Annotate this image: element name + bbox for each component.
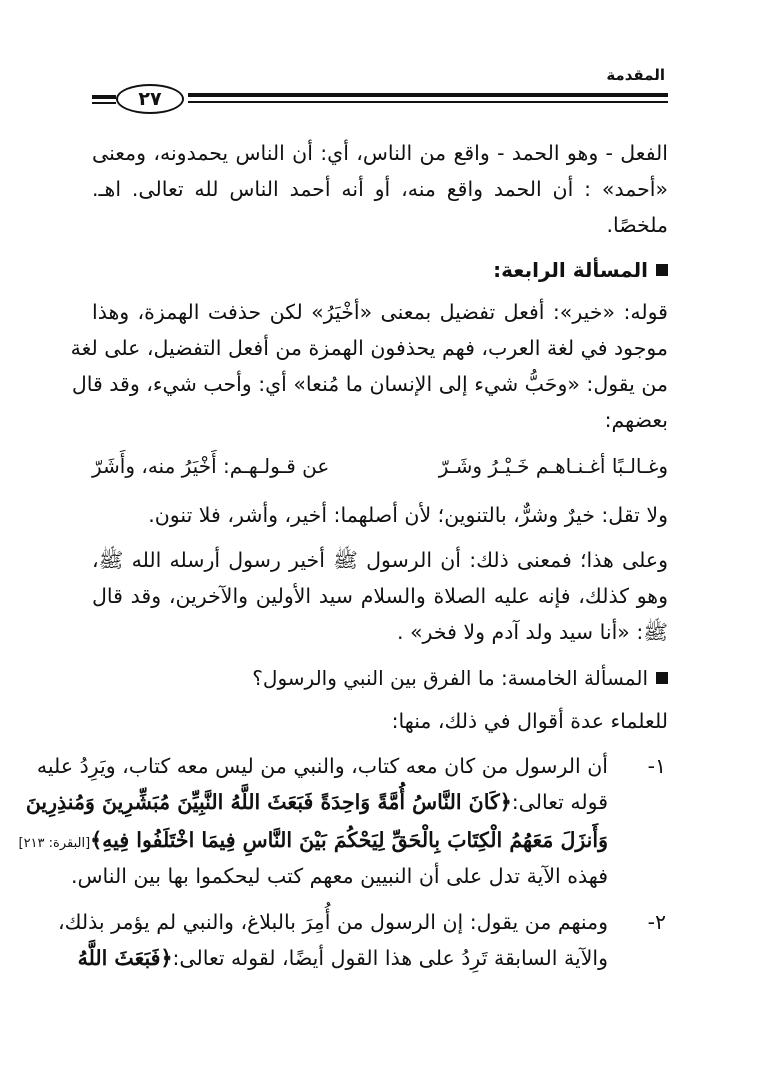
list-number: ٢- — [647, 910, 666, 934]
section-heading-5 — [252, 666, 668, 690]
quote-intro: قوله تعالى: — [511, 790, 608, 814]
paragraph-line: وهو كذلك، فإنه عليه الصلاة والسلام سيد الأولين والآخرين، وقد قال — [92, 584, 668, 608]
list-item-line: أن الرسول من كان معه كتاب، والنبي من ليس معه كتاب، ويَرِدُ عليه — [36, 754, 608, 778]
header-rule-left-thin — [92, 102, 116, 104]
running-header-title: المقدمة — [606, 66, 665, 84]
list-item-line — [18, 828, 608, 853]
list-item-line — [25, 790, 608, 815]
verse-hemistich-right: وغـالـبًا أغـنـاهـم خَـيْـرُ وشَـرّ — [438, 454, 668, 478]
quote-intro: والآية السابقة تَرِدُ على هذا القول أيضًا، لقوله تعالى: — [172, 946, 608, 970]
paragraph-line: قوله: «خير»: أفعل تفضيل بمعنى «أخْيَرُ» لكن حذفت الهمزة، وهذا — [92, 300, 668, 324]
header-rule-left — [92, 95, 116, 99]
paragraph-line: موجود في لغة العرب، فهم يحذفون الهمزة من أفعل التفضيل، على لغة — [70, 336, 668, 360]
page-number: ٢٧ — [116, 84, 184, 114]
list-item-line — [77, 946, 608, 971]
paragraph-line: من يقول: «وحَبُّ شيء إلى الإنسان ما مُنعا» أي: وأحب شيء، وقد قال — [71, 372, 668, 396]
paragraph-line: ولا تقل: خيرٌ وشرٌّ، بالتنوين؛ لأن أصلهما: أخير، وأشر، فلا تنون. — [148, 503, 668, 527]
paragraph-line: بعضهم: — [604, 408, 668, 432]
quran-verse-text: ﴿فَبَعَثَ اللَّهُ — [77, 946, 173, 970]
square-bullet-icon — [656, 264, 668, 276]
section-heading-text: المسألة الرابعة: — [493, 258, 648, 282]
paragraph-line: ﷺ: «أنا سيد ولد آدم ولا فخر» . — [396, 620, 668, 644]
verse-reference: [البقرة: ٢١٣] — [18, 836, 91, 851]
section-heading-4 — [493, 258, 668, 282]
section-heading-text: المسألة الخامسة: ما الفرق بين النبي والرسول؟ — [252, 666, 648, 690]
paragraph-line: الفعل - وهو الحمد - واقع من الناس، أي: أن الناس يحمدونه، ومعنى — [92, 141, 668, 165]
quran-verse-text: ﴿كَانَ النَّاسُ أُمَّةً وَاحِدَةً فَبَعَثَ اللَّهُ النَّبِيِّنَ مُبَشِّرِينَ وَمُنذِرِينَ — [25, 790, 512, 814]
header-rule — [188, 93, 668, 97]
paragraph-line: للعلماء عدة أقوال في ذلك، منها: — [391, 709, 668, 733]
list-number: ١- — [647, 754, 666, 778]
square-bullet-icon — [656, 672, 668, 684]
verse-hemistich-left: عن قـولـهـم: أَخْيَرُ منه، وأَشَرّ — [92, 454, 330, 478]
header-rule-thin — [188, 101, 668, 103]
list-item-line: ومنهم من يقول: إن الرسول من أُمِرَ بالبلاغ، والنبي لم يؤمر بذلك، — [58, 910, 608, 934]
poetry-verse — [92, 454, 668, 478]
list-item-line: فهذه الآية تدل على أن النبيين معهم كتب ليحكموا بها بين الناس. — [71, 864, 608, 888]
paragraph-line: «أحمد» : أن الحمد واقع منه، أو أنه أحمد الناس لله تعالى. اهـ. — [92, 177, 668, 201]
quran-verse-text: وَأَنزَلَ مَعَهُمُ الْكِتَابَ بِالْحَقِّ لِيَحْكُمَ بَيْنَ النَّاسِ فِيمَا اخْتَلَفُوا فِيهِ﴾ — [90, 828, 608, 852]
paragraph-line: وعلى هذا؛ فمعنى ذلك: أن الرسول ﷺ أخير رسول أرسله الله ﷺ، — [92, 548, 668, 572]
paragraph-line: ملخصًا. — [606, 213, 668, 237]
